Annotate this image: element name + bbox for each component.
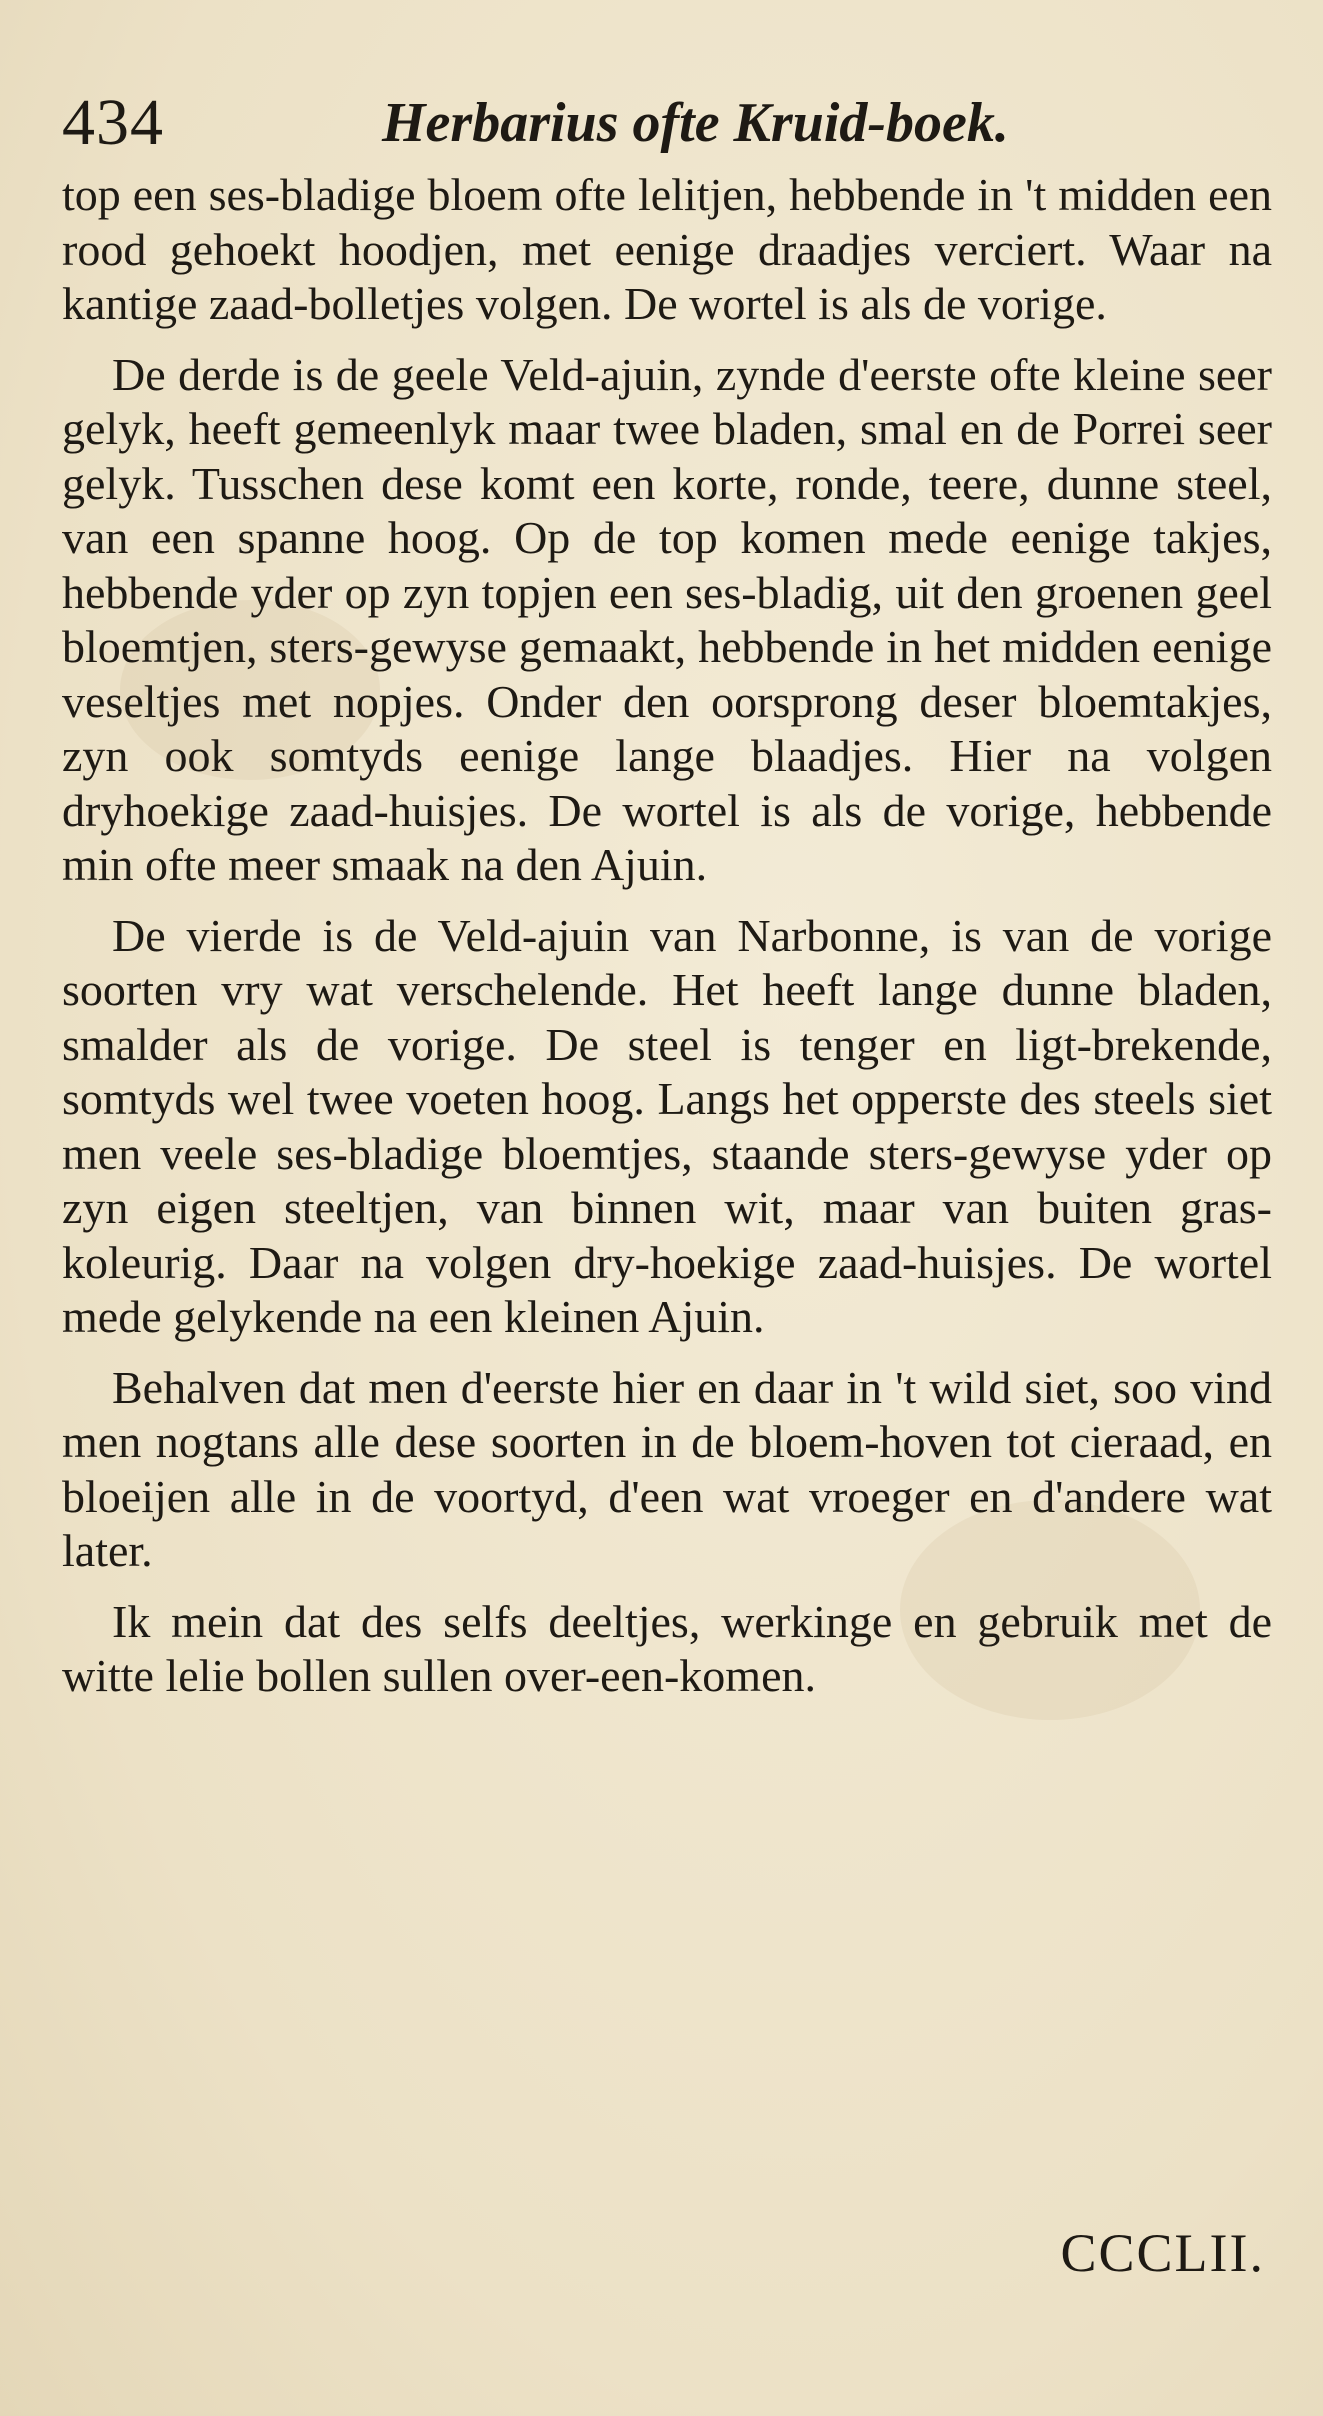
body-text <box>62 168 1272 1704</box>
page-number: 434 <box>62 86 164 159</box>
signature-mark: CCCLII. <box>1060 2223 1265 2283</box>
paragraph-3: De vierde is de Veld-ajuin van Narbonne, is van de vorige soorten vry wat verschelende. Het heeft lange dunne bladen, smalder als de vorige. De steel is tenger en ligt-brekende, somtyds wel twee voeten hoog. Langs het opperste des steels siet men veele ses-bladige bloemtjes, staande sters-gewyse yder op zyn eigen steeltjen, van binnen wit, maar van buiten gras-koleurig. Daar na volgen dry-hoekige zaad-huisjes. De wortel mede gelykende na een kleinen Ajuin. <box>62 909 1272 1342</box>
page-header <box>62 78 1262 168</box>
paragraph-4: Behalven dat men d'eerste hier en daar in 't wild siet, soo vind men nogtans alle dese soorten in de bloem-hoven tot cieraad, en bloeijen alle in de voortyd, d'een wat vroeger en d'andere wat later. <box>62 1361 1272 1576</box>
paragraph-2: De derde is de geele Veld-ajuin, zynde d'eerste ofte kleine seer gelyk, heeft gemeenlyk maar twee bladen, smal en de Porrei seer gelyk. Tusschen dese komt een korte, ronde, teere, dunne steel, van een spanne hoog. Op de top komen mede eenige takjes, hebbende yder op zyn topjen een ses-bladig, uit den groenen geel bloemtjen, sters-gewyse gemaakt, hebbende in het midden eenige veseltjes met nopjes. Onder den oorsprong deser bloemtakjes, zyn ook somtyds eenige lange blaadjes. Hier na volgen dryhoekige zaad-huisjes. De wortel is als de vorige, hebbende min ofte meer smaak na den Ajuin. <box>62 348 1272 890</box>
paragraph-5: Ik mein dat des selfs deeltjes, werkinge en gebruik met de witte lelie bollen sullen over-een-komen. <box>62 1595 1272 1701</box>
paragraph-1: top een ses-bladige bloem ofte lelitjen, hebbende in 't midden een rood gehoekt hoodjen, met eenige draadjes verciert. Waar na kantige zaad-bolletjes volgen. De wortel is als de vorige. <box>62 169 1272 329</box>
running-title: Herbarius ofte Kruid-boek. <box>382 92 1009 154</box>
